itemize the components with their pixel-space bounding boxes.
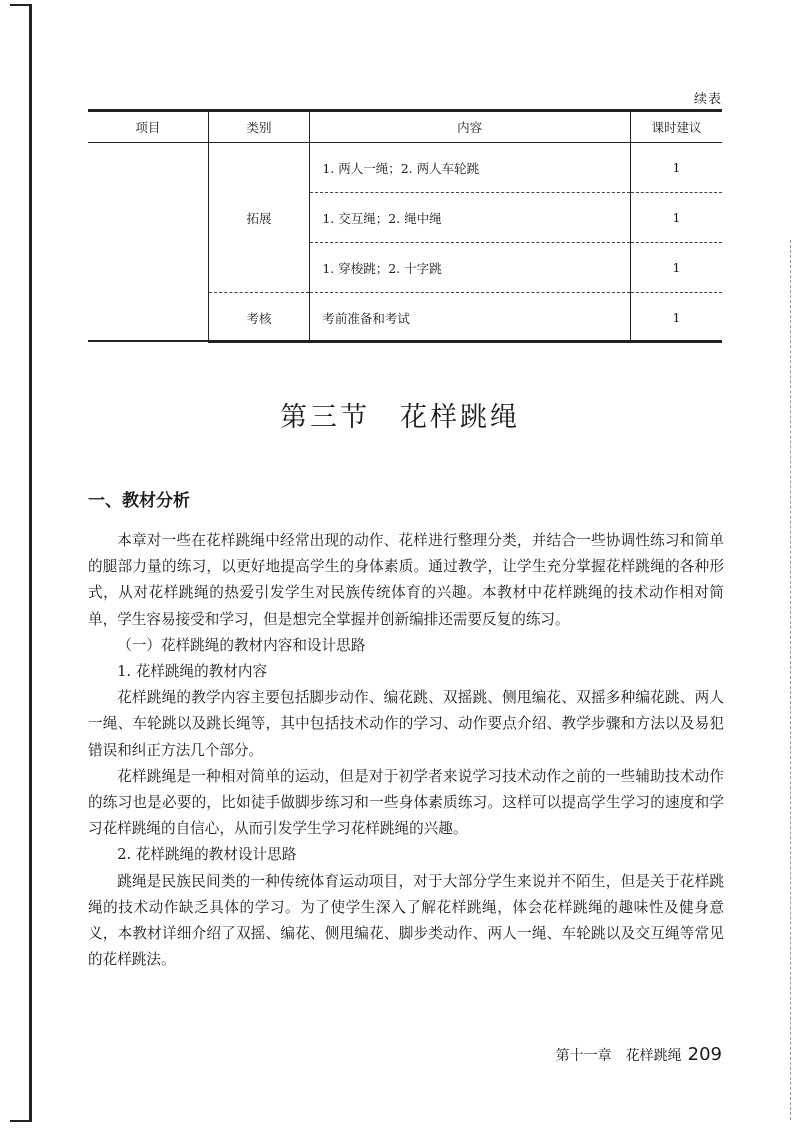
- hours-cell: 1: [631, 293, 722, 343]
- header-item: 项目: [88, 112, 208, 143]
- header-content: 内容: [310, 112, 631, 143]
- header-category: 类别: [208, 112, 310, 143]
- table-row: [88, 143, 722, 193]
- binding-tick-top: [10, 4, 32, 6]
- table-bottom-rule: [88, 340, 722, 342]
- category-cell-exam: 考核: [208, 293, 310, 343]
- content-cell: 1. 穿梭跳；2. 十字跳: [310, 243, 631, 293]
- binding-line: [29, 4, 32, 1122]
- subheading-content: 1. 花样跳绳的教材内容: [117, 663, 268, 681]
- section-number: 第三节: [280, 402, 370, 433]
- curriculum-table: [88, 112, 722, 343]
- continued-table-label: 续表: [693, 92, 722, 107]
- paragraph-basics: 花样跳绳是一种相对简单的运动，但是对于初学者来说学习技术动作之前的一些辅助技术动作的练习也是必要的，比如徒手做脚步练习和一些身体素质练习。这样可以提高学生学习的速度和学习花样跳绳的自信心，从而引发学生学习花样跳绳的兴趣。: [88, 767, 724, 838]
- hours-cell: 1: [631, 193, 722, 243]
- header-hours: 课时建议: [631, 112, 722, 143]
- content-cell: 1. 交互绳；2. 绳中绳: [310, 193, 631, 243]
- paragraph-design: 跳绳是民族民间类的一种传统体育运动项目，对于大部分学生来说并不陌生，但是关于花样跳绳的技术动作缺乏具体的学习。为了使学生深入了解花样跳绳，体会花样跳绳的趣味性及健身意义，本教材详细介绍了双摇、编花、侧甩编花、脚步类动作、两人一绳、车轮跳以及交互绳等常见的花样跳法。: [88, 872, 724, 969]
- content-cell: 1. 两人一绳；2. 两人车轮跳: [310, 143, 631, 193]
- binding-tick-bottom: [10, 1120, 32, 1122]
- hours-cell: 1: [631, 243, 722, 293]
- paragraph-intro: 本章对一些在花样跳绳中经常出现的动作、花样进行整理分类，并结合一些协调性练习和简单的腿部力量的练习，以更好地提高学生的身体素质。通过教学，让学生充分掌握花样跳绳的各种形式，从对花样跳绳的热爱引发学生对民族传统体育的兴趣。本教材中花样跳绳的技术动作相对简单，学生容易接受和学习，但是想完全掌握并创新编排还需要反复的练习。: [88, 532, 724, 628]
- scan-edge-line: [790, 240, 792, 1120]
- heading-material-analysis: 一、教材分析: [88, 491, 190, 511]
- paragraph-content: 花样跳绳的教学内容主要包括脚步动作、编花跳、双摇跳、侧甩编花、双摇多种编花跳、两人一绳、车轮跳以及跳长绳等，其中包括技术动作的学习、动作要点介绍、教学步骤和方法以及易犯错误和纠正方法几个部分。: [88, 689, 724, 759]
- content-cell: 考前准备和考试: [310, 293, 631, 343]
- hours-cell: 1: [631, 143, 722, 193]
- section-name: 花样跳绳: [400, 402, 520, 433]
- category-cell-extension: 拓展: [208, 143, 310, 293]
- running-chapter-title: 第十一章 花样跳绳: [555, 1048, 682, 1064]
- section-title: [0, 395, 800, 434]
- page-footer: [556, 1044, 722, 1065]
- subheading-design: 2. 花样跳绳的教材设计思路: [117, 846, 297, 864]
- item-cell: [88, 143, 208, 343]
- page-number: 209: [687, 1044, 722, 1065]
- table-header-row: [88, 112, 722, 143]
- subheading-content-design: （一）花样跳绳的教材内容和设计思路: [117, 636, 366, 654]
- body-text: [88, 528, 724, 973]
